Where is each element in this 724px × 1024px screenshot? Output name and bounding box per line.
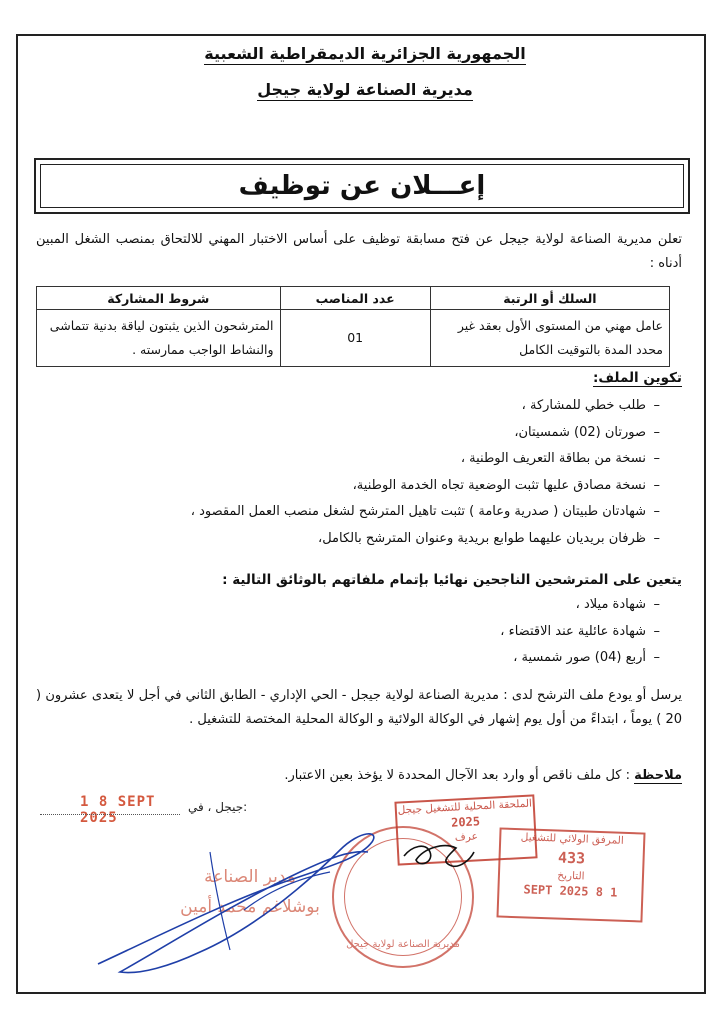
republic-header: الجمهورية الجزائرية الديمقراطية الشعبية <box>204 44 526 63</box>
initials <box>404 846 474 867</box>
successful-section-title: يتعين على المترشحين الناجحين نهائيا بإتمام ملفاتهم بالوثائق التالية : <box>222 572 682 588</box>
intro-paragraph: تعلن مديرية الصناعة لولاية جيجل عن فتح مسابقة توظيف على أساس الاختبار المهني للالتحاق بمنصب الشغل المبين أدناه : <box>36 232 682 271</box>
stamp-title: الملحقة المحلية للتشغيل جيجل <box>397 797 533 817</box>
cell-count: 01 <box>280 310 430 367</box>
list-item: –صورتان (02) شمسيتان، <box>514 424 660 440</box>
cell-grade: عامل مهني من المستوى الأول بعقد غير محدد المدة بالتوقيت الكامل <box>430 310 669 367</box>
header-count: عدد المناصب <box>280 287 430 310</box>
director-title: مدير الصناعة <box>204 867 296 887</box>
announcement-title: إعـــلان عن توظيف <box>40 164 684 208</box>
file-section-title: تكوين الملف: <box>592 370 682 386</box>
stamp-number: 2025 <box>450 814 481 830</box>
directorate-header: مديرية الصناعة لولاية جيجل <box>257 80 473 99</box>
list-item: –أربع (04) صور شمسية ، <box>513 650 660 665</box>
list-item: –ظرفان بريديان عليهما طوابع بريدية وعنوان المترشح بالكامل، <box>318 530 660 546</box>
list-item: –نسخة من بطاقة التعريف الوطنية ، <box>460 451 660 466</box>
list-item: –نسخة مصادق عليها تثبت الوضعية تجاه الخدمة الوطنية، <box>352 477 660 493</box>
list-item: –شهادتان طبيتان ( صدرية وعامة ) تثبت تاهيل المترشح لشغل منصب العمل المقصود ، <box>190 504 660 519</box>
header-grade: السلك أو الرتبة <box>430 287 669 310</box>
seal-text: مديرية الصناعة لولاية جيجل <box>346 939 460 950</box>
header-conditions: شروط المشاركة <box>37 287 281 310</box>
signature-large <box>98 834 374 973</box>
stamp-title: المرفق الولائي للتشغيل <box>520 831 624 847</box>
submission-paragraph: يرسل أو يودع ملف الترشح لدى : مديرية الصناعة لولاية جيجل - الحي الإداري - الطابق الثاني في أجل لا يتعدى عشرون ( 20 ) يوماً ، ابتداءً من أول يوم إشهار في الوكالة الولائية و الوكالة المحلية المختصة للتشغيل . <box>36 688 682 727</box>
list-item: –طلب خطي للمشاركة ، <box>521 398 660 413</box>
director-name: بوشلاغم محمد أمين <box>180 897 320 917</box>
note-label: ملاحظة <box>634 768 682 783</box>
note-text: : كل ملف ناقص أو وارد بعد الآجال المحددة لا يؤخذ بعين الاعتبار. <box>284 768 631 783</box>
stamp-number: 433 <box>557 848 586 868</box>
stamp-mark: عرف <box>454 830 479 844</box>
stamp-date: 1 8 SEPT 2025 <box>523 882 618 900</box>
stamp-date-label: التاريخ <box>557 869 585 883</box>
place-date-label: جيجل ، في: <box>188 800 248 814</box>
list-item: –شهادة ميلاد ، <box>575 597 660 612</box>
cell-conditions: المترشحون الذين يثبتون لياقة بدنية تتماشى والنشاط الواجب ممارسته . <box>37 310 281 367</box>
date-stamp: 1 8 SEPT 2025 <box>80 794 156 826</box>
list-item: –شهادة عائلية عند الاقتضاء ، <box>500 623 660 639</box>
